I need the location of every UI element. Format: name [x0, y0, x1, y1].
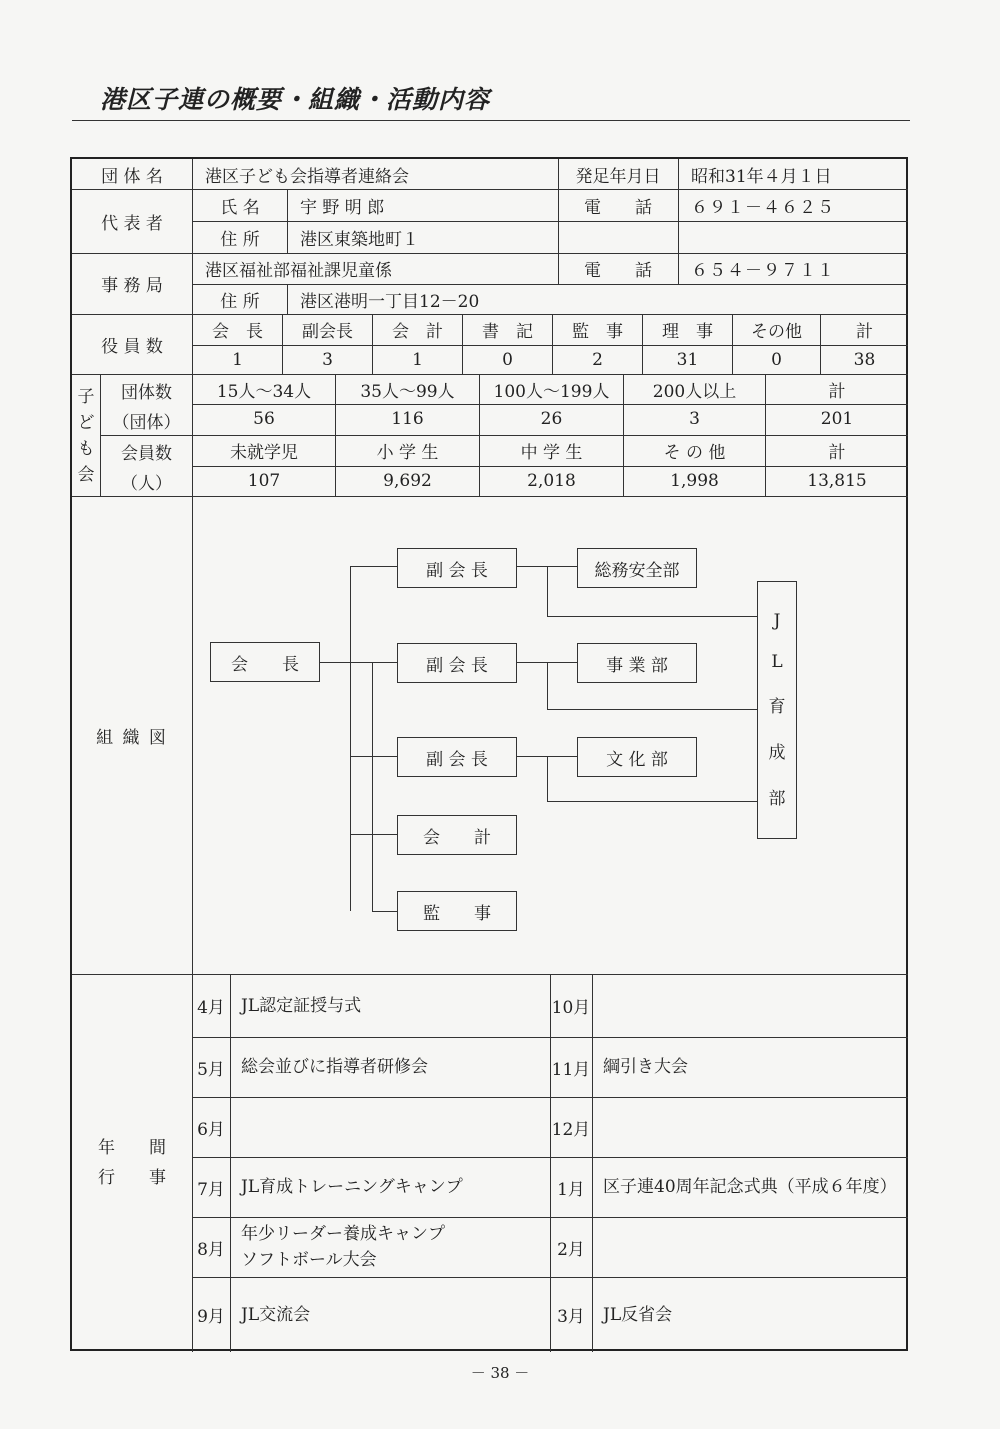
event-month: 9月: [197, 1307, 225, 1327]
officer-count: 0: [771, 349, 782, 370]
event-month: 2月: [557, 1239, 585, 1260]
event-text: JL認定証授与式: [241, 995, 362, 1016]
member-count: 2,018: [527, 471, 576, 491]
groups-label-1: 団体数: [121, 382, 172, 403]
page-title: 港区子連の概要・組織・活動内容: [100, 85, 491, 114]
auditor-box: 監 事: [397, 891, 517, 931]
office-label: 事 務 局: [101, 276, 163, 296]
rep-name: 宇 野 明 郎: [300, 197, 385, 218]
officer-count: 3: [322, 349, 333, 370]
org-name-label: 団 体 名: [101, 166, 163, 187]
office-addr-label: 住 所: [220, 291, 260, 312]
jl-char: L: [771, 651, 783, 672]
vice-president-box-1: 副 会 長: [397, 548, 517, 588]
jl-char: 成: [768, 743, 786, 764]
president-box: 会 長: [210, 642, 320, 682]
officer-header: 会 計: [392, 322, 443, 342]
founded-date: 昭和31年４月１日: [691, 166, 832, 187]
annual-events-label: [72, 974, 192, 1352]
officer-header: その他: [751, 322, 802, 342]
annual-events-label-2: 行 事: [98, 1168, 166, 1188]
vice-president-box-3: 副 会 長: [397, 737, 517, 777]
overview-table: [70, 157, 908, 1351]
group-count: 3: [689, 409, 700, 429]
event-month: 11月: [551, 1059, 591, 1080]
event-month: 8月: [197, 1239, 225, 1260]
rep-address: 港区東築地町１: [300, 229, 419, 250]
event-description: [593, 974, 908, 1037]
founded-label: 発足年月日: [575, 166, 661, 187]
event-description: [231, 1097, 550, 1157]
group-size-header: 15人～34人: [216, 381, 312, 402]
officer-header: 計: [856, 322, 873, 342]
culture-dept-box: 文 化 部: [577, 737, 697, 777]
title-underline: [72, 120, 910, 121]
event-description: [593, 1277, 908, 1352]
group-size-header: 200人以上: [652, 381, 737, 402]
event-description: [593, 1037, 908, 1097]
kodomokai-label: 子ども会: [77, 387, 95, 485]
officer-count: 31: [676, 349, 699, 370]
members-label-2: （人）: [121, 473, 172, 494]
group-count: 56: [253, 409, 275, 429]
business-dept-box: 事 業 部: [577, 643, 697, 683]
officers-label: 役 員 数: [101, 336, 163, 357]
officer-header: 副会長: [302, 322, 353, 342]
group-size-header: 計: [828, 381, 846, 402]
event-month: 10月: [551, 998, 591, 1018]
event-description: [593, 1097, 908, 1157]
event-month: 5月: [197, 1059, 225, 1080]
event-month: 12月: [551, 1119, 591, 1140]
event-month: 4月: [197, 998, 225, 1018]
rep-addr-label: 住 所: [220, 229, 260, 250]
jl-char: 部: [768, 789, 786, 810]
member-category-header: 計: [828, 442, 846, 463]
event-month: 7月: [197, 1179, 225, 1200]
officer-count: 38: [853, 349, 876, 370]
event-description: [593, 1217, 908, 1277]
officer-count: 1: [412, 349, 423, 370]
officer-count: 2: [592, 349, 603, 370]
officer-header: 書 記: [482, 322, 533, 342]
event-description: [231, 1277, 550, 1352]
event-description: [231, 1157, 550, 1217]
group-count: 26: [540, 409, 563, 429]
member-count: 1,998: [670, 471, 719, 491]
member-category-header: 中 学 生: [520, 442, 583, 463]
rep-tel-label: 電 話: [584, 197, 652, 218]
member-category-header: そ の 他: [663, 442, 726, 463]
event-month: 3月: [557, 1307, 585, 1327]
event-text: JL交流会: [241, 1304, 311, 1325]
event-text: JL育成トレーニングキャンプ: [241, 1177, 463, 1197]
group-count: 201: [820, 409, 854, 429]
event-description: [231, 974, 550, 1037]
general-affairs-safety-dept-box: 総務安全部: [577, 548, 697, 588]
event-description: [231, 1217, 550, 1277]
member-count: 13,815: [807, 471, 867, 491]
event-text: JL反省会: [603, 1304, 673, 1325]
office-tel: ６５４－９７１１: [691, 261, 835, 281]
member-count: 9,692: [383, 471, 432, 491]
members-label-1: 会員数: [121, 443, 172, 464]
group-size-header: 100人～199人: [493, 381, 610, 402]
treasurer-box: 会 計: [397, 815, 517, 855]
representative-label: 代 表 者: [101, 213, 163, 234]
event-month: 1月: [557, 1179, 585, 1200]
event-text: 総会並びに指導者研修会: [241, 1057, 428, 1077]
officer-header: 理 事: [662, 322, 713, 342]
office-address: 港区港明一丁目12－20: [300, 291, 480, 312]
event-text: 綱引き大会: [603, 1057, 688, 1077]
rep-tel: ６９１－４６２５: [691, 197, 835, 218]
jl-char: 育: [768, 697, 786, 718]
event-description: [231, 1037, 550, 1097]
vice-president-box-2: 副 会 長: [397, 643, 517, 683]
officer-count: 1: [232, 349, 243, 370]
office-name: 港区福祉部福祉課児童係: [205, 261, 392, 281]
member-category-header: 小 学 生: [376, 442, 439, 463]
officer-header: 監 事: [572, 322, 623, 342]
event-description: [593, 1157, 908, 1217]
rep-name-label: 氏 名: [220, 197, 260, 218]
event-text: ソフトボール大会: [241, 1250, 377, 1270]
event-month: 6月: [197, 1119, 225, 1140]
org-chart-label: 組 織 図: [96, 727, 168, 748]
member-category-header: 未就学児: [230, 442, 298, 463]
event-text: 区子連40周年記念式典（平成６年度）: [603, 1177, 897, 1197]
group-count: 116: [391, 409, 424, 429]
officer-header: 会 長: [212, 322, 263, 342]
org-name: 港区子ども会指導者連絡会: [205, 166, 409, 187]
page-number: － 38 －: [470, 1364, 530, 1382]
annual-events-label-1: 年 間: [98, 1138, 166, 1158]
jl-training-dept-box: [757, 581, 797, 839]
office-tel-label: 電 話: [584, 261, 652, 281]
member-count: 107: [247, 471, 281, 491]
group-size-header: 35人～99人: [360, 381, 455, 402]
officer-count: 0: [502, 349, 513, 370]
event-text: 年少リーダー養成キャンプ: [241, 1224, 445, 1244]
groups-label-2: （団体）: [112, 412, 181, 433]
jl-char: J: [773, 610, 781, 631]
